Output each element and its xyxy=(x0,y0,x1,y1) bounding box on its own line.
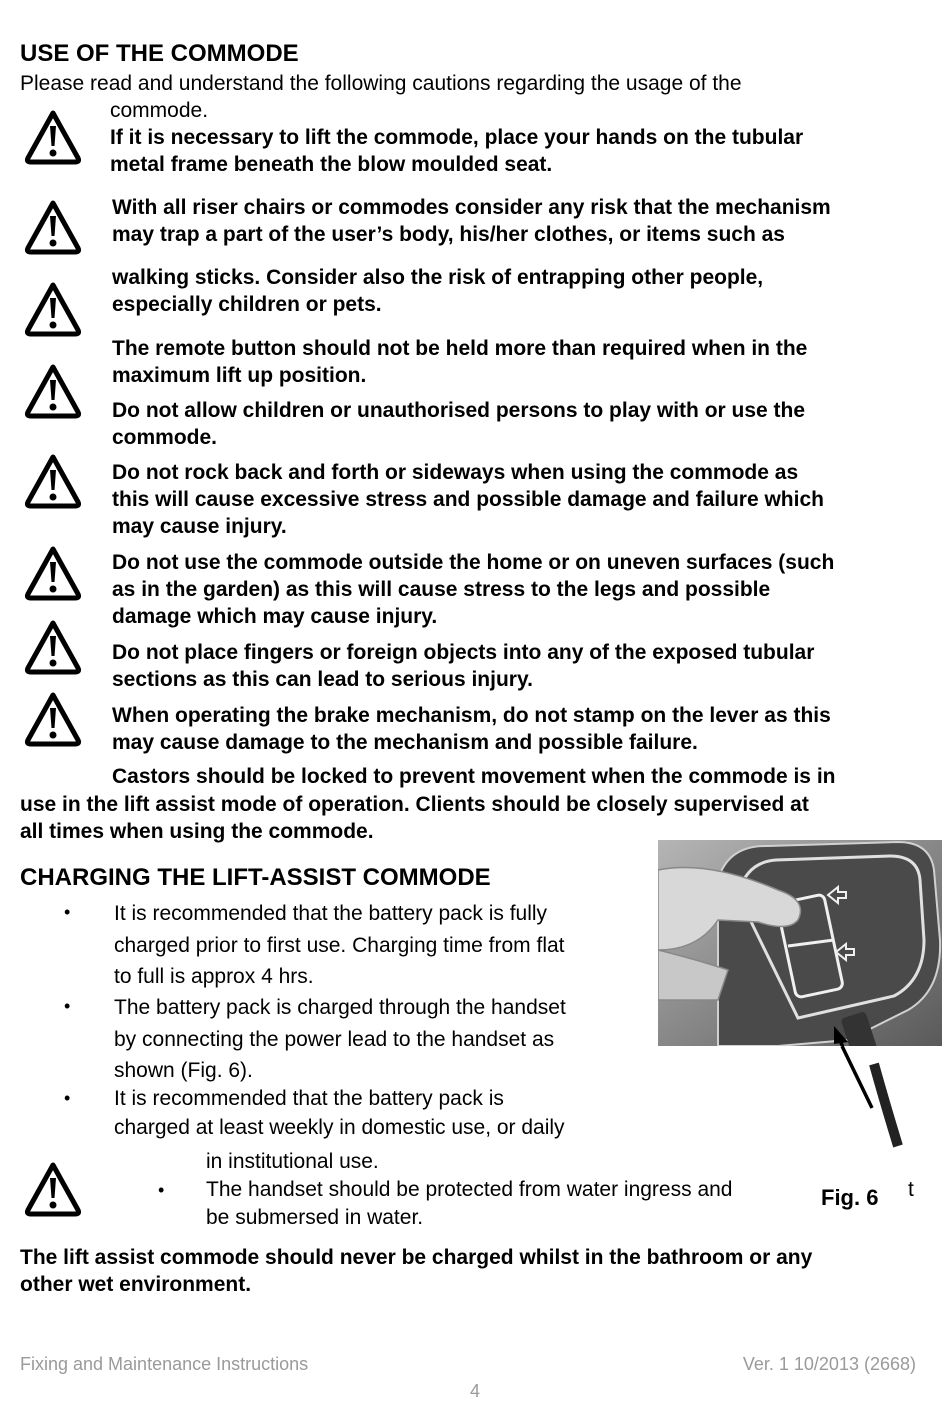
warning-text: Do not use the commode outside the home or on uneven surfaces (such as in the garden) as this will cause stress to the legs and possible damage which may cause injury. xyxy=(112,551,835,628)
intro-text-line1: Please read and understand the following cautions regarding the usage of the xyxy=(20,72,742,95)
section-heading-use: USE OF THE COMMODE xyxy=(20,40,299,67)
footer-left: Fixing and Maintenance Instructions xyxy=(20,1354,309,1374)
bullet-dot: • xyxy=(158,1180,165,1200)
warning-text: Do not place fingers or foreign objects into any of the exposed tubular sections as this can lead to serious injury. xyxy=(112,641,815,691)
bullet-text: The handset should be protected from water ingress and be submersed in water. xyxy=(206,1178,733,1229)
warning-text: If it is necessary to lift the commode, place your hands on the tubular metal frame beneath the blow moulded seat. xyxy=(110,126,804,176)
warning-icon xyxy=(24,690,82,748)
warning-text: Do not rock back and forth or sideways when using the commode as this will cause excessive stress and possible damage and failure which may cause injury. xyxy=(112,461,824,538)
castors-text-line1: Castors should be locked to prevent movement when the commode is in xyxy=(112,765,836,788)
stray-character: t xyxy=(908,1178,914,1201)
bullet-dot: • xyxy=(64,1088,71,1108)
warning-icon xyxy=(24,108,82,166)
bullet-text: It is recommended that the battery pack is charged at least weekly in domestic use, or daily xyxy=(114,1087,565,1139)
bullet-continuation: in institutional use. xyxy=(206,1150,379,1173)
closing-text: The lift assist commode should never be charged whilst in the bathroom or any other wet environment. xyxy=(20,1246,813,1296)
bullet-text: It is recommended that the battery pack is fully charged prior to first use. Charging time from flat to full is approx 4 hrs. xyxy=(114,902,565,988)
warning-icon xyxy=(24,280,82,338)
warning-icon xyxy=(24,618,82,676)
figure-label: Fig. 6 xyxy=(821,1185,879,1210)
castors-text-line2: use in the lift assist mode of operation. Clients should be closely supervised at xyxy=(20,793,809,816)
section-heading-charging: CHARGING THE LIFT-ASSIST COMMODE xyxy=(20,864,491,891)
warning-icon xyxy=(24,1160,82,1218)
castors-text-line3: all times when using the commode. xyxy=(20,820,374,843)
bullet-text: The battery pack is charged through the handset by connecting the power lead to the handset as shown (Fig. 6). xyxy=(114,996,566,1082)
handset-photo xyxy=(658,840,942,1150)
warning-text: walking sticks. Consider also the risk of entrapping other people, especially children or pets. xyxy=(112,266,764,316)
footer-version: Ver. 1 10/2013 (2668) xyxy=(742,1354,916,1374)
warning-text: With all riser chairs or commodes consider any risk that the mechanism may trap a part of the user’s body, his/her clothes, or items such as xyxy=(112,196,831,246)
bullet-dot: • xyxy=(64,902,71,922)
warning-icon xyxy=(24,198,82,256)
warning-icon xyxy=(24,544,82,602)
intro-text-line2: commode. xyxy=(110,99,209,122)
warning-text: When operating the brake mechanism, do not stamp on the lever as this may cause damage to the mechanism and possible failure. xyxy=(112,704,831,754)
warning-text: The remote button should not be held more than required when in the maximum lift up position. xyxy=(112,337,808,387)
bullet-dot: • xyxy=(64,996,71,1016)
warning-icon xyxy=(24,452,82,510)
page-number: 4 xyxy=(470,1381,481,1401)
warning-icon xyxy=(24,362,82,420)
warning-text: Do not allow children or unauthorised persons to play with or use the commode. xyxy=(112,399,806,449)
